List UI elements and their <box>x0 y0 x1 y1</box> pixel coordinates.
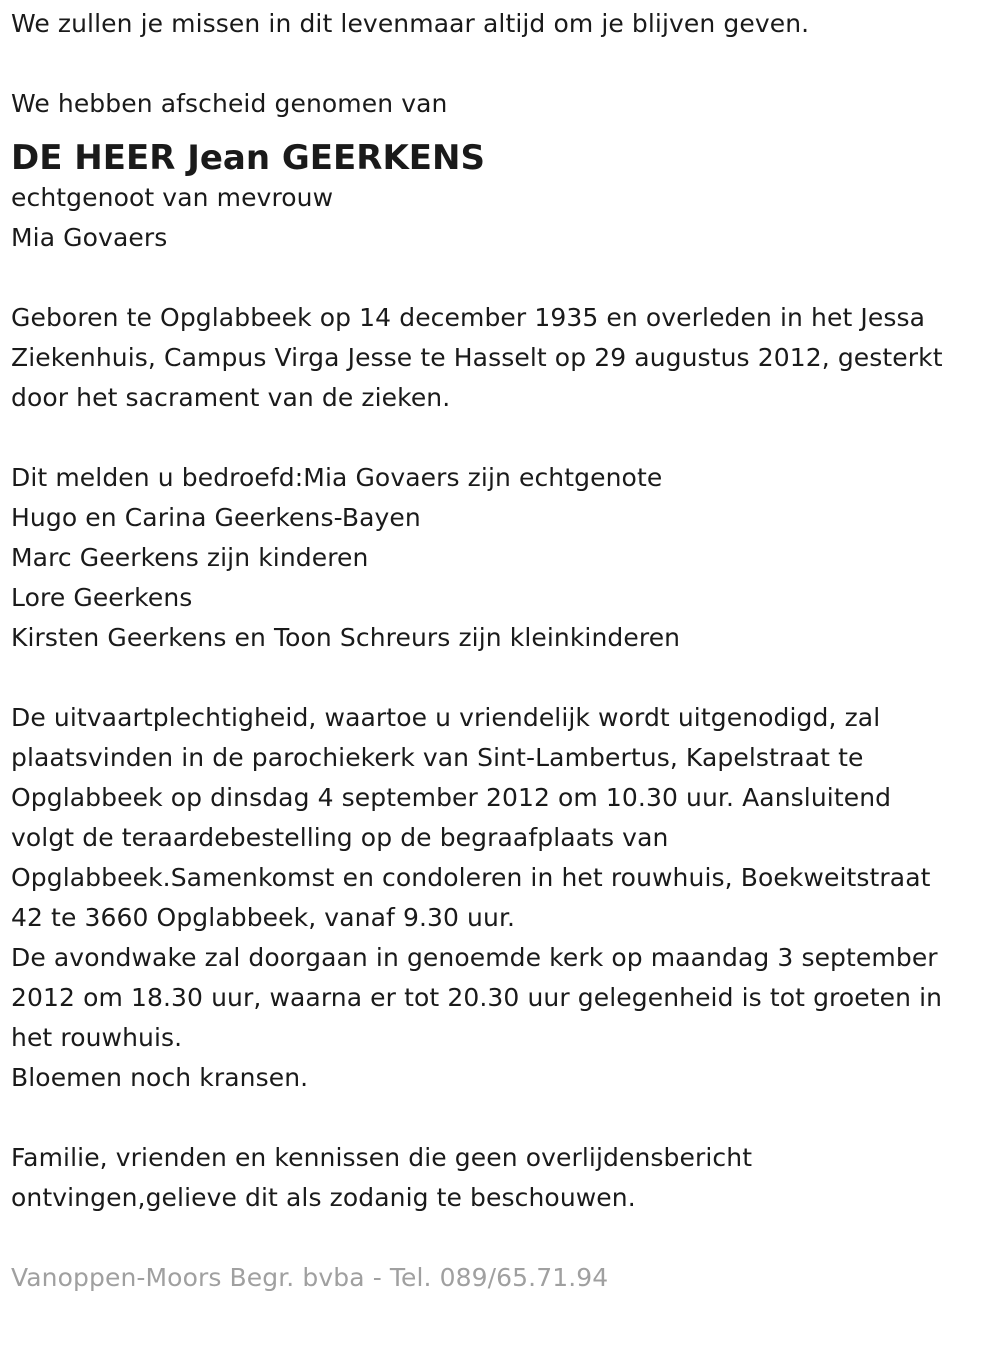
notice-line: ontvingen,gelieve dit als zodanig te beschouwen. <box>11 1183 636 1212</box>
spacer <box>11 418 993 458</box>
ceremony-line: Bloemen noch kransen. <box>11 1063 309 1092</box>
ceremony-line: plaatsvinden in de parochiekerk van Sint-Lambertus, Kapelstraat te <box>11 743 864 772</box>
ceremony-line: het rouwhuis. <box>11 1023 183 1052</box>
family-line: Dit melden u bedroefd:Mia Govaers zijn echtgenote <box>11 463 663 492</box>
obituary-notice <box>11 4 993 1298</box>
farewell-text: We hebben afscheid genomen van <box>11 89 448 118</box>
spacer <box>11 1098 993 1138</box>
spouse-line: Mia Govaers <box>11 223 168 252</box>
deceased-name: DE HEER Jean GEERKENS <box>11 138 485 178</box>
ceremony-line: De uitvaartplechtigheid, waartoe u vriendelijk wordt uitgenodigd, zal <box>11 703 881 732</box>
spacer <box>11 258 993 298</box>
birth-death-line: Geboren te Opglabbeek op 14 december 1935 en overleden in het Jessa <box>11 303 926 332</box>
spacer <box>11 1218 993 1258</box>
birth-death-line: door het sacrament van de zieken. <box>11 383 451 412</box>
family-line: Hugo en Carina Geerkens-Bayen <box>11 503 421 532</box>
spacer <box>11 44 993 84</box>
spacer <box>11 658 993 698</box>
ceremony-line: De avondwake zal doorgaan in genoemde kerk op maandag 3 september <box>11 943 938 972</box>
family-line: Marc Geerkens zijn kinderen <box>11 543 369 572</box>
ceremony-line: 42 te 3660 Opglabbeek, vanaf 9.30 uur. <box>11 903 516 932</box>
notice-line: Familie, vrienden en kennissen die geen overlijdensbericht <box>11 1143 753 1172</box>
ceremony-line: Opglabbeek.Samenkomst en condoleren in het rouwhuis, Boekweitstraat <box>11 863 931 892</box>
birth-death-line: Ziekenhuis, Campus Virga Jesse te Hasselt op 29 augustus 2012, gesterkt <box>11 343 943 372</box>
ceremony-line: volgt de teraardebestelling op de begraafplaats van <box>11 823 669 852</box>
ceremony-line: Opglabbeek op dinsdag 4 september 2012 om 10.30 uur. Aansluitend <box>11 783 892 812</box>
funeral-home-footer: Vanoppen-Moors Begr. bvba - Tel. 089/65.71.94 <box>11 1263 609 1292</box>
ceremony-line: 2012 om 18.30 uur, waarna er tot 20.30 uur gelegenheid is tot groeten in <box>11 983 943 1012</box>
spouse-line: echtgenoot van mevrouw <box>11 183 334 212</box>
family-line: Kirsten Geerkens en Toon Schreurs zijn kleinkinderen <box>11 623 681 652</box>
family-line: Lore Geerkens <box>11 583 193 612</box>
intro-text: We zullen je missen in dit levenmaar altijd om je blijven geven. <box>11 9 810 38</box>
